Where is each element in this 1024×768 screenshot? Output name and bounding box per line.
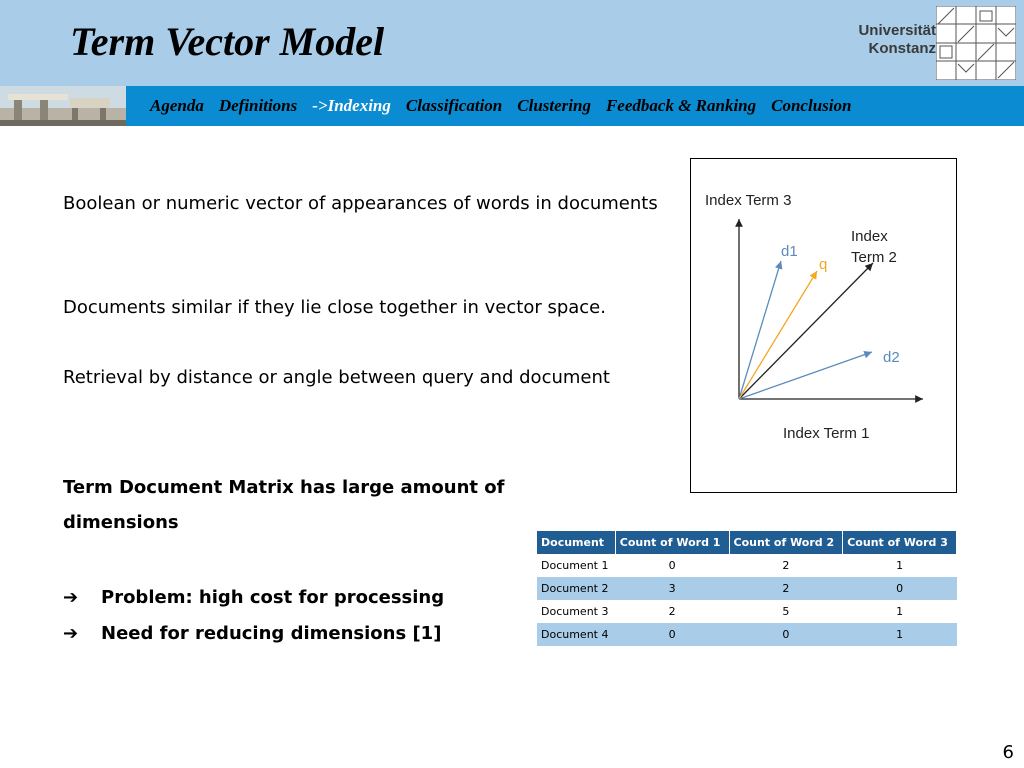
bullet-reduce-dimensions [63, 616, 441, 651]
table-header-cell: Count of Word 1 [615, 531, 729, 554]
table-cell: 0 [615, 623, 729, 646]
navigation-menu [150, 86, 866, 126]
bullet-problem-text: Problem: high cost for processing [101, 587, 445, 608]
table-cell: Document 3 [537, 600, 615, 623]
table-cell: 2 [729, 577, 843, 600]
table-cell: 2 [729, 554, 843, 577]
table-cell: Document 2 [537, 577, 615, 600]
table-row [537, 554, 957, 577]
nav-item-feedback-ranking[interactable]: Feedback & Ranking [605, 96, 757, 115]
table-header-cell: Count of Word 3 [843, 531, 957, 554]
table-cell: 3 [615, 577, 729, 600]
vector-label-q: q [819, 256, 828, 273]
axis-label-term1: Index Term 1 [783, 425, 870, 442]
axis-label-term2-line2: Term 2 [851, 249, 897, 266]
axis-label-term2-line1: Index [851, 228, 888, 245]
table-cell: 5 [729, 600, 843, 623]
table-header-cell: Document [537, 531, 615, 554]
table-cell: 0 [729, 623, 843, 646]
slide-title: Term Vector Model [70, 19, 385, 64]
nav-item-classification[interactable]: Classification [405, 96, 503, 115]
table-header-row [537, 531, 957, 554]
vector-q [739, 271, 817, 399]
table-cell: 0 [843, 577, 957, 600]
table-cell: 1 [843, 623, 957, 646]
nav-item-agenda[interactable]: Agenda [150, 96, 204, 115]
nav-item-indexing[interactable]: ->Indexing [312, 96, 391, 115]
vector-space-diagram [691, 159, 956, 492]
table-cell: 1 [843, 600, 957, 623]
paragraph-vector-definition: Boolean or numeric vector of appearances of words in documents [63, 193, 658, 214]
vector-label-d1: d1 [781, 243, 798, 260]
table-header-cell: Count of Word 2 [729, 531, 843, 554]
table-row [537, 623, 957, 646]
table-cell: Document 4 [537, 623, 615, 646]
right-arrow-icon: ➔ [63, 587, 79, 608]
term-document-matrix [537, 531, 957, 646]
table-cell: 2 [615, 600, 729, 623]
table-cell: 0 [615, 554, 729, 577]
table-row [537, 577, 957, 600]
table-cell: 1 [843, 554, 957, 577]
paragraph-dimensions: Term Document Matrix has large amount of dimensions [63, 477, 505, 533]
university-logo-text [846, 22, 936, 58]
axis-label-term3: Index Term 3 [705, 192, 792, 209]
vector-d2 [739, 352, 872, 399]
bullet-reduce-dimensions-text: Need for reducing dimensions [1] [101, 623, 442, 644]
bullet-problem [63, 580, 444, 615]
table-cell: Document 1 [537, 554, 615, 577]
vector-space-figure [690, 158, 957, 493]
nav-item-clustering[interactable]: Clustering [517, 96, 591, 115]
university-crest-icon [936, 6, 1016, 80]
university-name-line1: Universität [858, 22, 936, 39]
page-number: 6 [1002, 742, 1014, 763]
building-photo [0, 86, 126, 126]
nav-item-definitions[interactable]: Definitions [218, 96, 298, 115]
university-name-line2: Konstanz [868, 40, 936, 57]
paragraph-similarity: Documents similar if they lie close together in vector space. [63, 297, 606, 318]
nav-item-conclusion[interactable]: Conclusion [771, 96, 852, 115]
right-arrow-icon: ➔ [63, 623, 79, 644]
table-row [537, 600, 957, 623]
vector-label-d2: d2 [883, 349, 900, 366]
paragraph-retrieval: Retrieval by distance or angle between query and document [63, 367, 610, 388]
